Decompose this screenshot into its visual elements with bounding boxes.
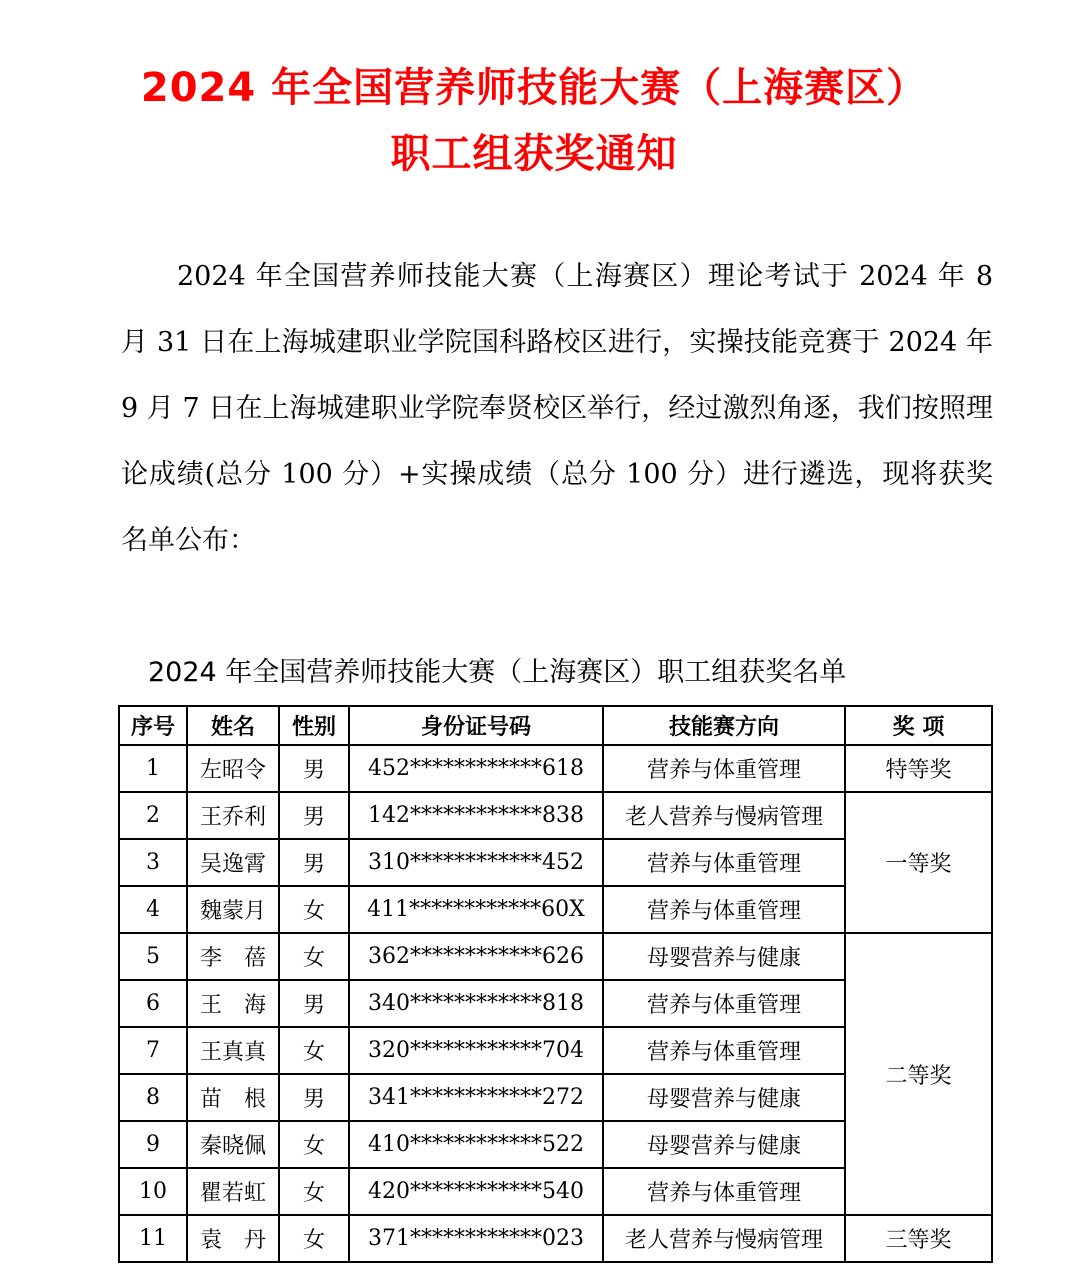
cell-gender: 男 [279, 745, 349, 792]
cell-name: 苗 根 [187, 1074, 279, 1121]
table-caption: 2024 年全国营养师技能大赛（上海赛区）职工组获奖名单 [148, 657, 847, 688]
cell-direction: 营养与体重管理 [603, 839, 845, 886]
cell-no: 7 [119, 1027, 187, 1074]
cell-no: 5 [119, 933, 187, 980]
cell-gender: 女 [279, 1168, 349, 1215]
cell-gender: 女 [279, 933, 349, 980]
cell-name: 王乔利 [187, 792, 279, 839]
cell-no: 6 [119, 980, 187, 1027]
header-direction: 技能赛方向 [603, 706, 845, 745]
table-header-row [119, 706, 992, 745]
award-table [118, 705, 993, 1263]
cell-direction: 营养与体重管理 [603, 886, 845, 933]
cell-direction: 母婴营养与健康 [603, 1121, 845, 1168]
cell-id: 142************838 [349, 792, 603, 839]
cell-id: 320************704 [349, 1027, 603, 1074]
header-no: 序号 [119, 706, 187, 745]
award-second: 二等奖 [845, 933, 992, 1215]
cell-direction: 营养与体重管理 [603, 1027, 845, 1074]
header-gender: 性别 [279, 706, 349, 745]
cell-direction: 老人营养与慢病管理 [603, 792, 845, 839]
cell-gender: 女 [279, 1027, 349, 1074]
cell-direction: 营养与体重管理 [603, 980, 845, 1027]
cell-no: 11 [119, 1215, 187, 1262]
cell-id: 341************272 [349, 1074, 603, 1121]
table-row [119, 792, 992, 839]
cell-gender: 女 [279, 1121, 349, 1168]
cell-name: 王 海 [187, 980, 279, 1027]
notice-paragraph: 2024 年全国营养师技能大赛（上海赛区）理论考试于 2024 年 8 月 31 日在上海城建职业学院国科路校区进行，实操技能竞赛于 2024 年 9 月 7 日在上海城建职业学院奉贤校区举行，经过激烈角逐，我们按照理论成绩(总分 100 分）+实操成绩（总分 100 分）进行遴选，现将获奖名单公布： [121, 261, 993, 556]
header-id: 身份证号码 [349, 706, 603, 745]
cell-id: 371************023 [349, 1215, 603, 1262]
cell-direction: 母婴营养与健康 [603, 933, 845, 980]
cell-no: 8 [119, 1074, 187, 1121]
award-third: 三等奖 [845, 1215, 992, 1262]
table-row [119, 745, 992, 792]
cell-no: 2 [119, 792, 187, 839]
cell-gender: 女 [279, 886, 349, 933]
cell-id: 452************618 [349, 745, 603, 792]
cell-no: 9 [119, 1121, 187, 1168]
cell-no: 1 [119, 745, 187, 792]
cell-id: 410************522 [349, 1121, 603, 1168]
cell-gender: 男 [279, 839, 349, 886]
cell-id: 420************540 [349, 1168, 603, 1215]
table-row [119, 933, 992, 980]
table-row [119, 1215, 992, 1262]
header-award: 奖 项 [845, 706, 992, 745]
cell-no: 3 [119, 839, 187, 886]
award-first: 一等奖 [845, 792, 992, 933]
cell-name: 魏蒙月 [187, 886, 279, 933]
header-name: 姓名 [187, 706, 279, 745]
cell-direction: 母婴营养与健康 [603, 1074, 845, 1121]
cell-name: 秦晓佩 [187, 1121, 279, 1168]
cell-gender: 男 [279, 1074, 349, 1121]
cell-no: 10 [119, 1168, 187, 1215]
cell-name: 吴逸霄 [187, 839, 279, 886]
award-special: 特等奖 [845, 745, 992, 792]
cell-gender: 男 [279, 792, 349, 839]
cell-name: 左昭令 [187, 745, 279, 792]
cell-id: 310************452 [349, 839, 603, 886]
cell-gender: 女 [279, 1215, 349, 1262]
cell-direction: 营养与体重管理 [603, 745, 845, 792]
cell-name: 王真真 [187, 1027, 279, 1074]
cell-name: 李 蓓 [187, 933, 279, 980]
cell-id: 340************818 [349, 980, 603, 1027]
cell-name: 袁 丹 [187, 1215, 279, 1262]
notice-title-line2: 职工组获奖通知 [390, 131, 678, 177]
notice-title-line1: 2024 年全国营养师技能大赛（上海赛区） [140, 65, 928, 111]
cell-direction: 老人营养与慢病管理 [603, 1215, 845, 1262]
cell-name: 瞿若虹 [187, 1168, 279, 1215]
cell-id: 362************626 [349, 933, 603, 980]
cell-gender: 男 [279, 980, 349, 1027]
cell-no: 4 [119, 886, 187, 933]
cell-direction: 营养与体重管理 [603, 1168, 845, 1215]
cell-id: 411************60X [349, 886, 603, 933]
